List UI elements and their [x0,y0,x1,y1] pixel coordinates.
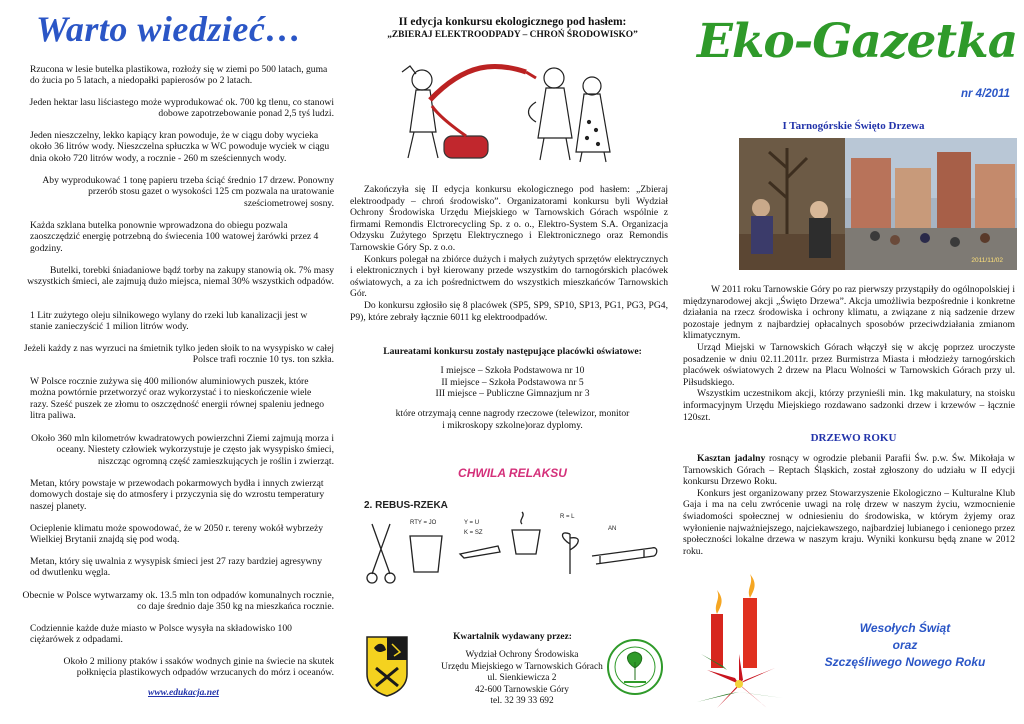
laureate-item: II miejsce – Szkoła Podstawowa nr 5 [441,376,584,388]
laureates-heading: Laureatami konkursu zostały następujące placówki oświatowe: [383,346,642,357]
rebus-hint: Y = U [464,520,480,526]
fact-item: Codziennie każde duże miasto w Polsce wysyła na składowisko 100 ciężarówek z odpadami. [30,623,292,646]
contest-slogan: „ZBIERAJ ELEKTROODPADY – CHROŃ ŚRODOWISKO” [387,30,638,40]
tree-of-year-paragraph [683,453,1015,488]
eko-gazetka-title: Eko-Gazetka [697,14,1018,69]
tree-day-paragraph: Urząd Miejski w Tarnowskich Górach włączył się w akcję poprzez uroczyste posadzenie w dniu 02.11.2011r. przez Burmistrza Miasta i młodzieży tarnogórskich placówek oświatowych 2 drzew na Placu Wolności w Tarnowskich Górach przy ul. Piłsudskiego. [683,341,1015,388]
tree-day-body [683,284,1015,423]
publisher-heading: Kwartalnik wydawany przez: [453,632,572,642]
tree-of-year-paragraph: Konkurs jest organizowany przez Stowarzyszenie Ekologiczno – Kulturalne Klub Gaja i ma na celu zwrócenie uwagi na rolę drzew w naszym życiu, wzmocnienie świadomości społecznej w odniesieniu do środowiska, w którym żyjemy oraz wyłonienie najważniejszego, najciekawszego, najbardziej lubianego i cenionego przez społeczności lokalne drzewa w naszym kraju. Wyniki konkursu będą znane w 2012 roku. [683,487,1015,557]
contest-heading: II edycja konkursu ekologicznego pod hasłem: [398,16,627,28]
vacuum-cartoon-illustration [386,52,622,164]
prize-line: które otrzymają cenne nagrody rzeczowe (telewizor, monitor [395,408,630,419]
laureate-item: I miejsce – Szkoła Podstawowa nr 10 [440,365,585,376]
tree-day-paragraph: W 2011 roku Tarnowskie Góry po raz pierwszy przystąpiły do ogólnopolskiej i międzynarodowej akcji „Święto Drzewa”. Akcja umożliwia bezpośrednie i konkretne działania na rzecz środowiska i ochrony klimatu, a związane z nią sadzenie drzew pozostaje jednym z najbardziej opłacalnych sposobów przeciwdziałania zmianom klimatycznym. [683,284,1015,342]
laureates-list [342,365,683,400]
laureate-item: III miejsce – Publiczne Gimnazjum nr 3 [435,388,590,400]
tree-of-year-body [683,453,1015,557]
fact-item: Każda szklana butelka ponownie wprowadzona do obiegu pozwala zaoszczędzić energię potrzebną do świecenia 100 watowej żarówki przez 4 godziny. [30,220,319,254]
tree-planting-photo [739,138,845,270]
fact-item: Aby wyprodukować 1 tonę papieru trzeba ściąć średnio 17 drzew. Ponowny przerób stosu gazet o wysokości 125 cm pozwala na uratowanie sześciometrowej sosny. [42,175,334,209]
tree-day-paragraph: Wszystkim uczestnikom akcji, którzy przynieśli min. 1kg makulatury, na stoisku informacyjnym Urzędu Miejskiego rozdawano sadzonki drzew i krzewów – łącznie 120szt. [683,388,1015,423]
photo-date: 2011/11/02 [971,257,1003,264]
holiday-wishes [793,620,1017,671]
tree-planting-photo-icon [739,138,845,270]
issue-number: nr 4/2011 [960,88,1010,100]
column-contest [342,0,683,724]
fact-item: 1 Litr zużytego oleju silnikowego wylany do rzeki lub kanalizacji jest w stanie zanieczyścić 1 milion litrów wody. [30,310,308,333]
address-line: ul. Sienkiewicza 2 [487,673,557,684]
prize-line: i mikroskopy szkolne)oraz dyplomy. [442,419,583,431]
fact-item: Metan, który powstaje w przewodach pokarmowych bydła i innych zwierząt domowych dostaje się do atmosfery i przyczynia się do wzrostu temperatury naszej planety. [30,478,325,512]
tree-name: Kasztan jadalny [697,453,766,464]
fact-item: Jeżeli każdy z nas wyrzuci na śmietnik tylko jeden słoik to na wysypisko w całej Polsce trafi rocznie 10 tys. ton szkła. [23,343,334,366]
rebus-hint: K = SZ [464,530,483,536]
column-facts [0,0,342,724]
fact-item: W Polsce rocznie zużywa się 400 milionów aluminiowych puszek, które można powtórnie przetworzyć oraz wykorzystać i to nieskończenie wiele razy. Sześć puszek ze złomu to oszczędność energii równej spaleniu jednego litra paliwa. [30,376,325,422]
rebus-hint: R = L [560,514,575,520]
address-line: 42-600 Tarnowskie Góry [475,684,569,695]
tree-of-year-text: rosnący w ogrodzie plebanii Parafii Św. p.w. Św. Mikołaja w Tarnowskich Górach – Reptach Śląskich, został zgłoszony do udziału w II edycji konkursu Drzewo Roku. [683,453,1015,488]
address-line: tel. 32 39 33 692 [490,696,554,707]
tree-of-year-heading: DRZEWO ROKU [810,432,897,444]
column-news [683,0,1024,724]
contest-body [350,184,668,323]
town-square-photo-icon [845,138,1017,270]
fact-item: Metan, który się uwalnia z wysypisk śmieci jest 27 razy bardziej agresywny od dwutlenku węgla. [30,556,322,579]
fact-item: Butelki, torebki śniadaniowe bądź torby na zakupy stanowią ok. 7% masy wszystkich śmieci, ale zajmują dużo miejsca, niemal 30% wszystkich odpadów. [27,265,334,288]
christmas-candle-poinsettia-icon [687,574,791,720]
rebus-puzzle [360,494,660,614]
address-line: Urzędu Miejskiego w Tarnowskich Górach [441,661,603,672]
fact-item: Obecnie w Polsce wytwarzamy ok. 13.5 mln ton odpadów komunalnych rocznie, co daje średnio daje 350 kg na mieszkańca rocznie. [22,590,334,613]
fact-item: Jeden hektar lasu liściastego może wyprodukować ok. 700 kg tlenu, co stanowi dobowe zapotrzebowanie ponad 2,5 tyś ludzi. [29,97,334,120]
contest-paragraph: Zakończyła się II edycja konkursu ekologicznego pod hasłem: „Zbieraj elektroodpady – chroń środowisko”. Organizatorami konkursu byli Wydział Ochrony Środowiska Urzędu Miejskiego w Tarnowskich Górach wspólnie z firmami Remondis Elctrorecycling Sp. z o. o., Elektro-System S.A. Organizacja Odzysku Zużytego Sprzętu Elektrycznego i Elektronicznego oraz Remondis Tarnowskie Góry Sp. z o.o. [350,184,668,253]
fact-item: Około 2 miliony ptaków i ssaków wodnych ginie na świecie na skutek połknięcia plastikowych odpadów wrzucanych do mórz i oceanów. [63,656,334,679]
wish-line: Wesołych Świąt [859,621,951,635]
contest-paragraph: Do konkursu zgłosiło się 8 placówek (SP5, SP9, SP10, SP13, PG1, PG3, PG4, P9), które zebrały łącznie 6011 kg elektroodpadów. [350,299,668,323]
rebus-hint: RTY = JO [410,520,437,526]
eco-education-logo-icon [606,638,664,696]
contest-paragraph: Konkurs polegał na zbiórce dużych i małych zużytych sprzętów elektrycznych i elektronicznych i był kierowany przede wszystkim do tarnogórskich placówek oświatowych, a za ich pośrednictwem do wszystkich mieszkańców Tarnowskich Gór. [350,253,668,300]
edukacja-link[interactable]: www.edukacja.net [148,688,219,698]
tree-day-heading: I Tarnogórskie Święto Drzewa [782,120,925,132]
prize-info [342,408,683,431]
fact-item: Około 360 mln kilometrów kwadratowych powierzchni Ziemi zajmują morza i oceany. Niestety człowiek wykorzystuje je często jak wysypisko śmieci, niszcząc ogromną część zamieszkujących je roślin i zwierząt. [31,433,334,467]
wish-line: oraz [892,638,918,652]
fact-item: Rzucona w lesie butelka plastikowa, rozłoży się w ziemi po 500 latach, guma do żucia po 5 latach, a niedopałki papierosów po 2 latach. [30,64,328,87]
facts-title: Warto wiedzieć… [36,9,302,49]
relax-heading: CHWILA RELAKSU [458,466,567,480]
rebus-title: 2. REBUS-RZEKA [364,500,448,511]
wish-line: Szczęśliwego Nowego Roku [824,655,986,669]
address-line: Wydział Ochrony Środowiska [465,650,579,660]
fact-item: Jeden nieszczelny, lekko kapiący kran powoduje, że w ciągu doby wycieka około 36 litrów wody. Nieszczelna spłuczka w WC powoduje wyciek w ciągu dnia około 720 litrów wody, a rocznie - 260 m sześciennych wody. [30,130,330,164]
rebus-hint: AN [608,526,617,532]
fact-item: Ocieplenie klimatu może spowodować, że w 2050 r. tereny wokół wybrzeży Wielkiej Brytanii znajdą się pod wodą. [30,523,324,546]
town-square-photo [845,138,1017,270]
